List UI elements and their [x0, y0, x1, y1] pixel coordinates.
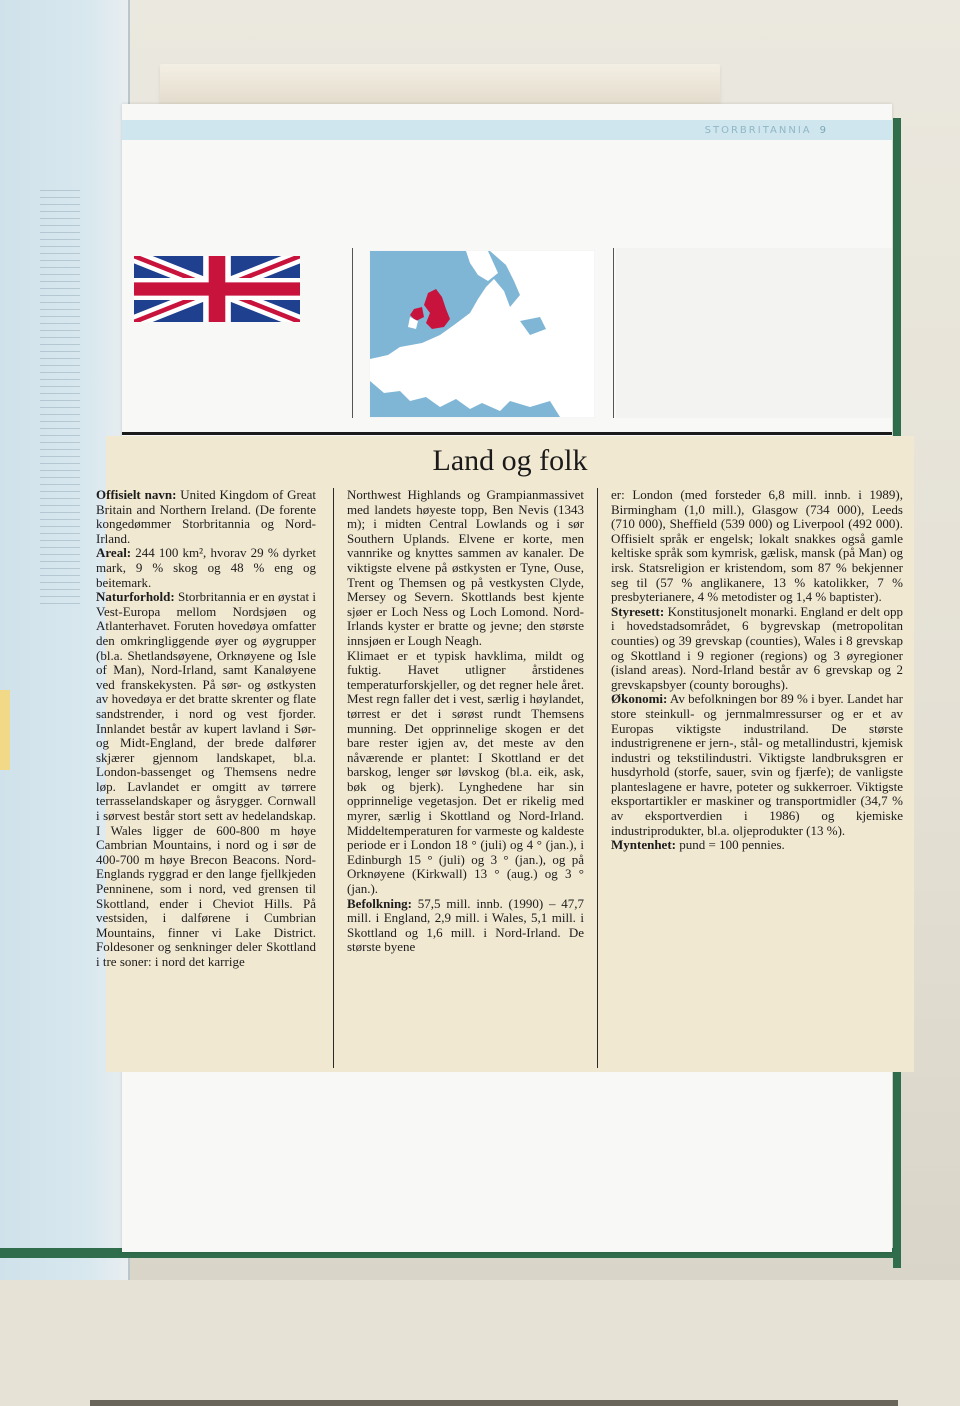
- section-heading: Land og folk: [432, 444, 588, 477]
- paragraph: [611, 692, 903, 838]
- paragraph-label: Naturforhold:: [96, 589, 175, 605]
- book-page: [96, 104, 903, 1252]
- blank-panel: [616, 248, 892, 418]
- running-title: STORBRITANNIA: [704, 124, 812, 136]
- paragraph-text: Av befolkningen bor 89 % i byer. Landet har store steinkull- og jernmalmressurser og er et av Europas viktigste industriland. De største industrigrenene er jern-, stål- og metallindustri, kjemisk industri og tekstilindustri. Viktigste landbruksgren er husdyrhold (storfe, sauer, svin og fjærfe); de vanligste planteslagene er havre, poteter og sukkerroer. Viktigste eksportartikler er maskiner og transportmidler (34,7 % av eksportverdien i 1986) og kjemiske industriprodukter, bl.a. oljeprodukter (13 %).: [611, 691, 903, 838]
- paragraph: [96, 488, 316, 546]
- paragraph-text: United Kingdom of Great Britain and Northern Ireland. (De forente kongedømmer Storbritannia og Nord-Irland.: [96, 487, 316, 546]
- locator-map-frame: [352, 248, 614, 418]
- paragraph-label: Styresett:: [611, 603, 665, 619]
- paragraph-text: 244 100 km², hvorav 29 % dyrket mark, 9 % skog og 48 % eng og beitemark.: [96, 545, 316, 590]
- paragraph: [347, 897, 584, 955]
- paragraph-text: 57,5 mill. innb. (1990) – 47,7 mill. i England, 2,9 mill. i Wales, 5,1 mill. i Skottland og 1,6 mill. i Nord-Irland. De største byene: [347, 895, 584, 955]
- paragraph: [611, 838, 903, 853]
- paragraph-text: Konstitusjonelt monarki. England er delt opp i hovedstadsområdet, 6 bygrevskap (metropolitan counties) og 39 grevskap (counties), Wales i 8 grevskap og Skottland i 9 regioner (regions) og 3 øyregioner (island areas). Nord-Irland består av 6 grevskap og 2 grevskapsbyer (county boroughs).: [611, 603, 903, 692]
- paragraph: [611, 488, 903, 605]
- text-column-1: [96, 488, 316, 970]
- map-scale-marks: [40, 190, 80, 610]
- paragraph-label: Befolkning:: [347, 895, 413, 911]
- paragraph-text: pund = 100 pennies.: [676, 837, 785, 853]
- paragraph-text: er: London (med forsteder 6,8 mill. innb. i 1989), Birmingham (1,0 mill.), Glasgow (734 000), Leeds (710 000), Sheffield (539 000) og Liverpool (492 000). Offisielt språk er engelsk; lokalt snakkes også gamle keltiske språk som kymrisk, gælisk, mansk (på Man) og irsk. Statsreligion er kristendom, som 87 % bekjenner seg til (57 % anglikanere, 13 % katolikker, 7 % presbyterianere, 4 % metodister og 1,4 % baptister).: [611, 487, 903, 605]
- page-number: 9: [819, 124, 826, 136]
- land-og-folk-section: [96, 436, 914, 1072]
- running-header: [122, 120, 892, 140]
- paper-stack: [160, 64, 720, 104]
- paragraph-label: Offisielt navn:: [96, 487, 177, 502]
- paragraph-label: Myntenhet:: [611, 837, 676, 853]
- europe-locator-map-icon: [369, 250, 595, 418]
- paragraph-text: Storbritannia er en øystat i Vest-Europa mellom Nordsjøen og Atlanterhavet. Foruten hovedøya omfatter den omkringliggende øyer og øygrupper (bl.a. Shetlandsøyene, Orknøyene og Isle of Man), Nord-Irland, samt Kanaløyene ved franskekysten. På sør- og østkysten av hovedøya er det bratte skrenter og flate sandstrender, i nord og vest fjorder. Innlandet består av kupert lavland i Sør- og Midt-England, der brede dalfører skjærer gjennom landskapet, bl.a. London-bassenget og Themsens nedre løp. Lavlandet er omgitt av tørrere terrasselandskaper og åsrygger. Cornwall i sørvest består stort sett av hedelandskap. I Wales ligger de 600-800 m høye Cambrian Mountains, i nord og i sør de 400-700 m høye Brecon Beacons. Nord-Englands ryggrad er den lange fjellkjeden Penninene, som i nord, ved grensen til Skottland, ender i Cheviot Hills. På vestsiden, i dalførene i Cumbrian Mountains, finner vi Lake District. Foldesoner og senkninger deler Skottland i tre soner: i nord det karrige: [96, 589, 316, 969]
- paragraph: [347, 649, 584, 897]
- section-rule: [122, 432, 892, 435]
- column-divider: [597, 488, 598, 1068]
- bottom-rule: [90, 1400, 898, 1406]
- paragraph: [96, 546, 316, 590]
- union-jack-flag-icon: [134, 256, 300, 322]
- paragraph-text: Klimaet er et typisk havklima, mildt og fuktig. Havet utligner årstidenes temperaturforskjeller, og det regner hele året. Mest regn faller det i vest, særlig i høylandet, tørrest er det i sørøst rundt Themsens munning. Det opprinnelige skogen er det bare rester igjen av, det meste av den nåværende er plantet: I Skottland er det barskog, lenger sør løvskog (bl.a. eik, ask, bøk og bjerk). Lynghedene har sin opprinnelige vegetasjon. Det er rikelig med myrer, særlig i Skottland og Nord-Irland. Middeltemperaturen for varmeste og kaldeste periode er i London 18 ° (juli) og 4 ° (jan.), i Edinburgh 15 ° (juli) og 3 ° (jan.), og på Orknøyene (Kirkwall) 13 ° (aug.) og 3 ° (jan.).: [347, 647, 584, 897]
- paragraph: [96, 590, 316, 969]
- paragraph-text: Northwest Highlands og Grampianmassivet med landets høyeste topp, Ben Nevis (1343 m); i midten Central Lowlands og i sør Southern Uplands. Elvene er korte, men vannrike og knyttes sammen av kanaler. De viktigste elvene på østkysten er Tyne, Ouse, Trent og Themsen og på vestkysten Clyde, Mersey og Severn. Skottlands best kjente sjøer er Loch Ness og Loch Lomond. Nord-Irlands kyster er bratte og jevne; den største innsjøen er Lough Neagh.: [347, 487, 584, 648]
- paragraph: [347, 488, 584, 649]
- paragraph-label: Areal:: [96, 545, 132, 561]
- paragraph-label: Økonomi:: [611, 691, 668, 707]
- text-column-3: [611, 488, 903, 853]
- column-divider: [333, 488, 334, 1068]
- map-colour-strip: [0, 690, 10, 770]
- paragraph: [611, 605, 903, 693]
- text-column-2: [347, 488, 584, 955]
